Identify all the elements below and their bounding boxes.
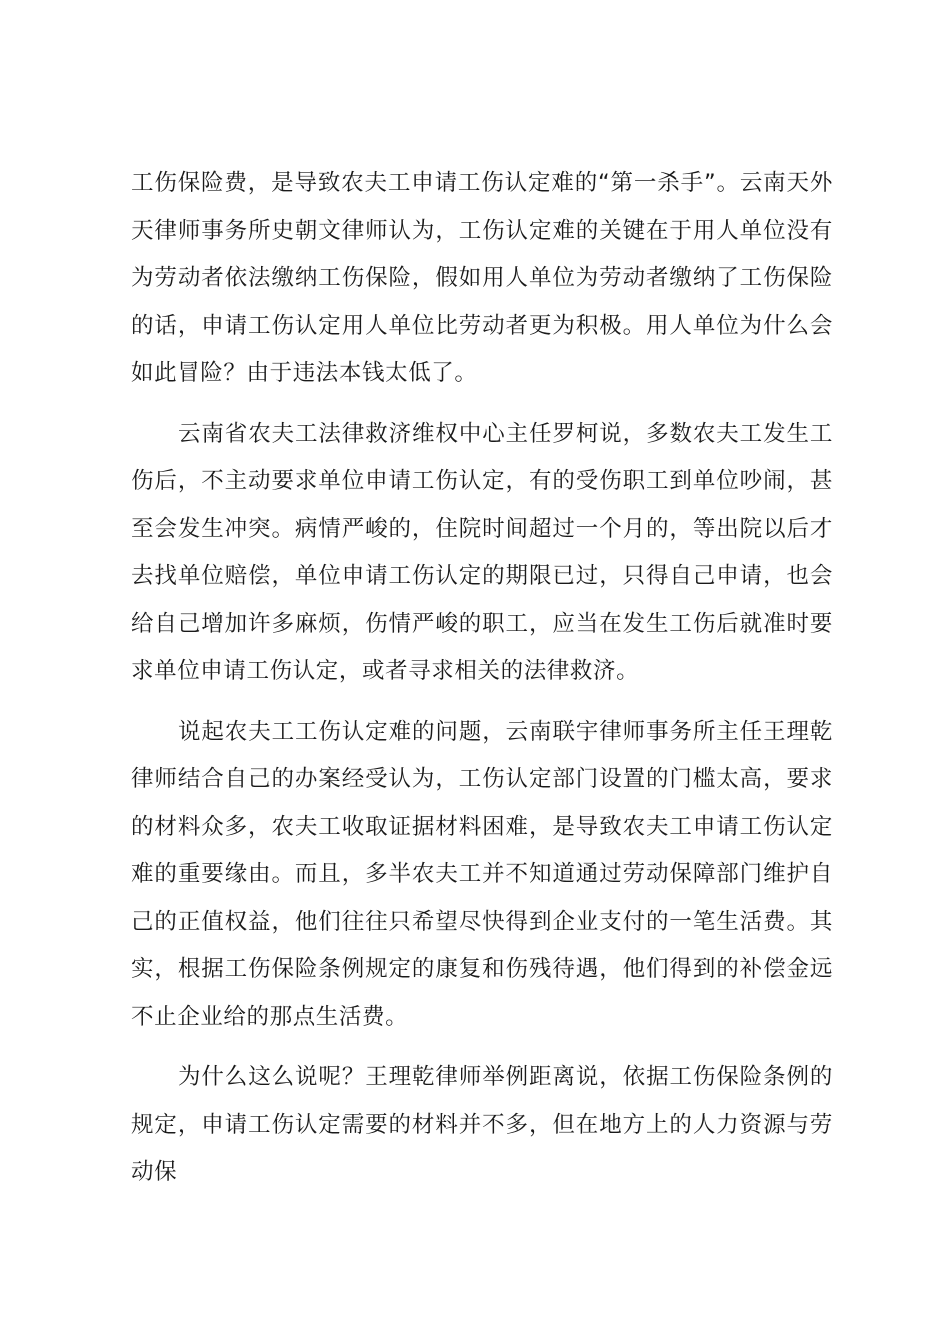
- document-body: [131, 160, 833, 1210]
- paragraph-luoke: 云南省农夫工法律救济维权中心主任罗柯说，多数农夫工发生工伤后，不主动要求单位申请工伤认定，有的受伤职工到单位吵闹，甚至会发生冲突。病情严峻的，住院时间超过一个月的，等出院以后才去找单位赔偿，单位申请工伤认定的期限已过，只得自己申请，也会给自己增加许多麻烦，伤情严峻的职工，应当在发生工伤后就准时要求单位申请工伤认定，或者寻求相关的法律救济。: [131, 420, 833, 684]
- paragraph-why: 为什么这么说呢？王理乾律师举例距离说，依据工伤保险条例的规定，申请工伤认定需要的材料并不多，但在地方上的人力资源与劳动保: [131, 1064, 833, 1185]
- paragraph-wangliqian: 说起农夫工工伤认定难的问题，云南联宇律师事务所主任王理乾律师结合自己的办案经受认为，工伤认定部门设置的门槛太高，要求的材料众多，农夫工收取证据材料困难，是导致农夫工申请工伤认定难的重要缘由。而且，多半农夫工并不知道通过劳动保障部门维护自己的正值权益，他们往往只希望尽快得到企业支付的一笔生活费。其实，根据工伤保险条例规定的康复和伤残待遇，他们得到的补偿金远不止企业给的那点生活费。: [131, 718, 833, 1030]
- paragraph-continuation: 工伤保险费，是导致农夫工申请工伤认定难的“第一杀手”。云南天外天律师事务所史朝文律师认为，工伤认定难的关键在于用人单位没有为劳动者依法缴纳工伤保险，假如用人单位为劳动者缴纳了工伤保险的话，申请工伤认定用人单位比劳动者更为积极。用人单位为什么会如此冒险？由于违法本钱太低了。: [131, 170, 833, 386]
